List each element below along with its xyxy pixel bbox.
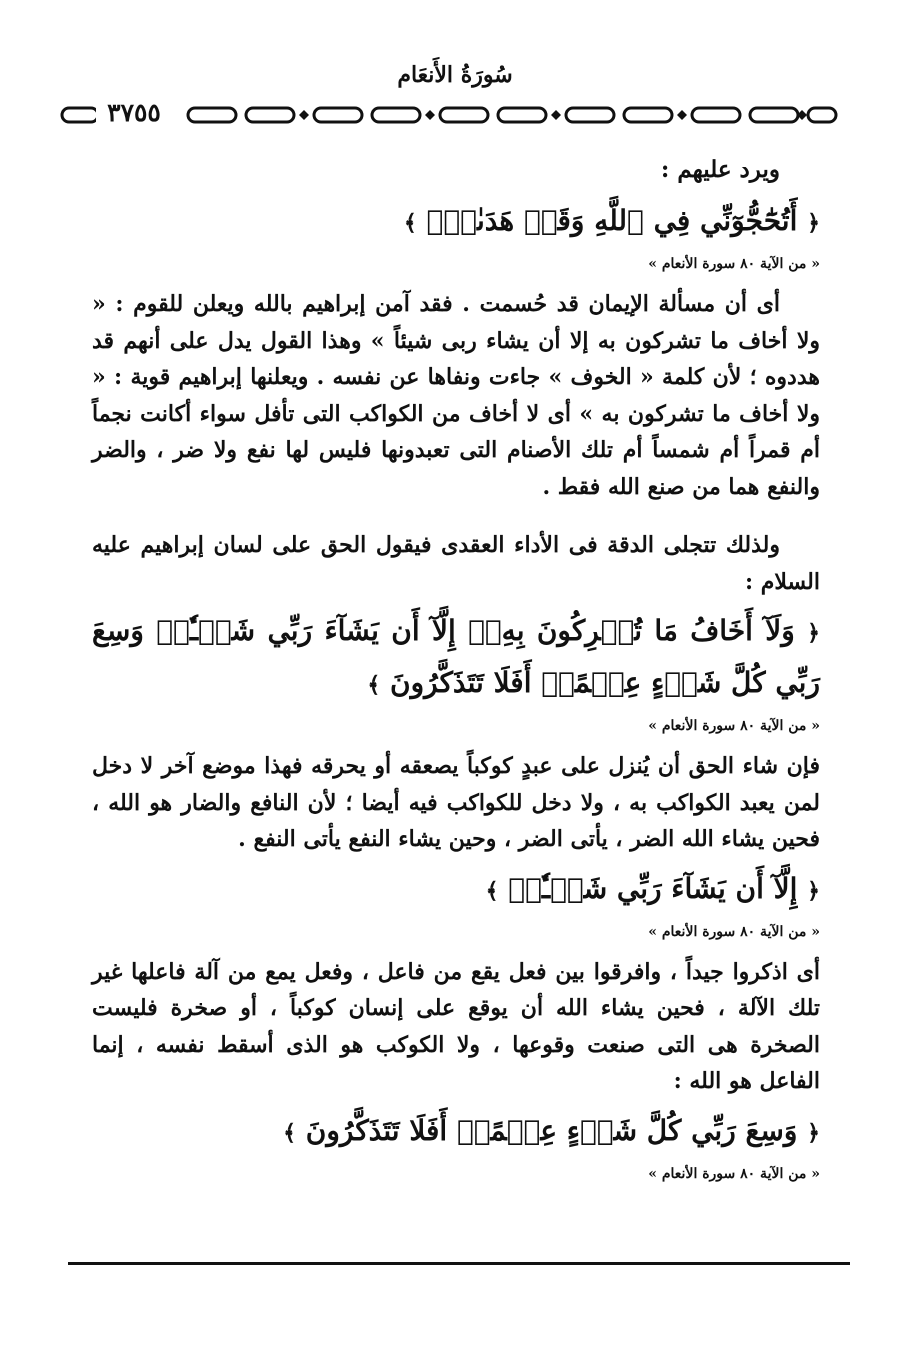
body-paragraph: فإن شاء الحق أن يُنزل على عبدٍ كوكباً يصعقه أو يحرقه فهذا موضع آخر لا دخل لمن يعبد الكواكب به ، ولا دخل للكواكب فيه أيضا ؛ لأن النافع والضار هو الله ، فحين يشاء الله الضر ، يأتى الضر ، وحين يشاء النفع يأتى النفع . <box>92 753 820 852</box>
ornate-bracket-close: ﴾ <box>283 1119 297 1146</box>
footer-rule <box>68 1262 850 1265</box>
verse-citation: « من الآية ٨٠ سورة الأنعام » <box>648 1165 820 1182</box>
quran-verse <box>92 606 820 710</box>
page-body <box>92 150 820 1196</box>
quran-verse <box>92 196 820 248</box>
ornate-bracket-open: ﴿ <box>807 210 820 236</box>
verse-citation: « من الآية ٨٠ سورة الأنعام » <box>648 256 820 272</box>
ornate-bracket-close: ﴾ <box>485 877 499 904</box>
ornate-bracket-close: ﴾ <box>367 672 381 698</box>
decorative-chain-border <box>60 103 840 127</box>
intro-line: ويرد عليهم : <box>660 156 780 183</box>
quran-verse <box>92 864 820 916</box>
body-paragraph: أى أن مسألة الإيمان قد حُسمت . فقد آمن إبراهيم بالله ويعلن للقوم : « ولا أخاف ما تشركون به إلا أن يشاء ربى شيئاً » وهذا القول يدل على أنهم قد هددوه ؛ لأن كلمة « الخوف » جاءت ونفاها عن نفسه . ويعلنها إبراهيم قوية : « ولا أخاف ما تشركون به » أى لا أخاف من الكواكب التى تأفل سواء أكانت نجماً أم قمراً أم شمساً أم تلك الأصنام التى تعبدونها فليس لها نفع ولا ضر ، والضر والنفع هما من صنع الله فقط . <box>92 291 820 500</box>
page-number: ٣٧٥٥ <box>96 98 172 128</box>
body-paragraph: ولذلك تتجلى الدقة فى الأداء العقدى فيقول الحق على لسان إبراهيم عليه السلام : <box>92 532 820 595</box>
verse-text: وَسِعَ رَبِّي كُلَّ شَيۡءٍ عِلۡمًاۚ أَفَلَا تَتَذَكَّرُونَ <box>305 1113 798 1147</box>
verse-citation: « من الآية ٨٠ سورة الأنعام » <box>648 923 820 940</box>
ornate-bracket-close: ﴾ <box>403 210 417 236</box>
ornate-bracket-open: ﴿ <box>807 1119 820 1146</box>
verse-text: إِلَّآ أَن يَشَآءَ رَبِّي شَيۡـٔٗاۗ <box>508 871 798 905</box>
verse-citation: « من الآية ٨٠ سورة الأنعام » <box>648 718 820 734</box>
quran-verse <box>92 1106 820 1158</box>
ornate-bracket-open: ﴿ <box>807 620 821 646</box>
verse-text: أَتُحَٰٓجُّوٓنِّي فِي ٱللَّهِ وَقَدۡ هَدَىٰنِۚ <box>426 204 798 237</box>
verse-text: وَلَآ أَخَافُ مَا تُشۡرِكُونَ بِهِۦٓ إِلَّآ أَن يَشَآءَ رَبِّي شَيۡـٔٗاۗ وَسِعَ رَبِّي كُلَّ شَيۡءٍ عِلۡمًاۚ أَفَلَا تَتَذَكَّرُونَ <box>92 614 820 699</box>
body-paragraph: أى اذكروا جيداً ، وافرقوا بين فعل يقع من فاعل ، وفعل يمع من آلة فاعلها غير تلك الآلة ، فحين يشاء الله أن يوقع على إنسان كوكباً ، أو صخرة فليست الصخرة هى التى صنعت وقوعها ، ولا الكوكب هو الذى أسقط نفسه ، إنما الفاعل هو الله : <box>92 958 820 1094</box>
ornate-bracket-open: ﴿ <box>807 877 820 904</box>
surah-title: سُورَةُ الأَنعَام <box>397 62 513 88</box>
